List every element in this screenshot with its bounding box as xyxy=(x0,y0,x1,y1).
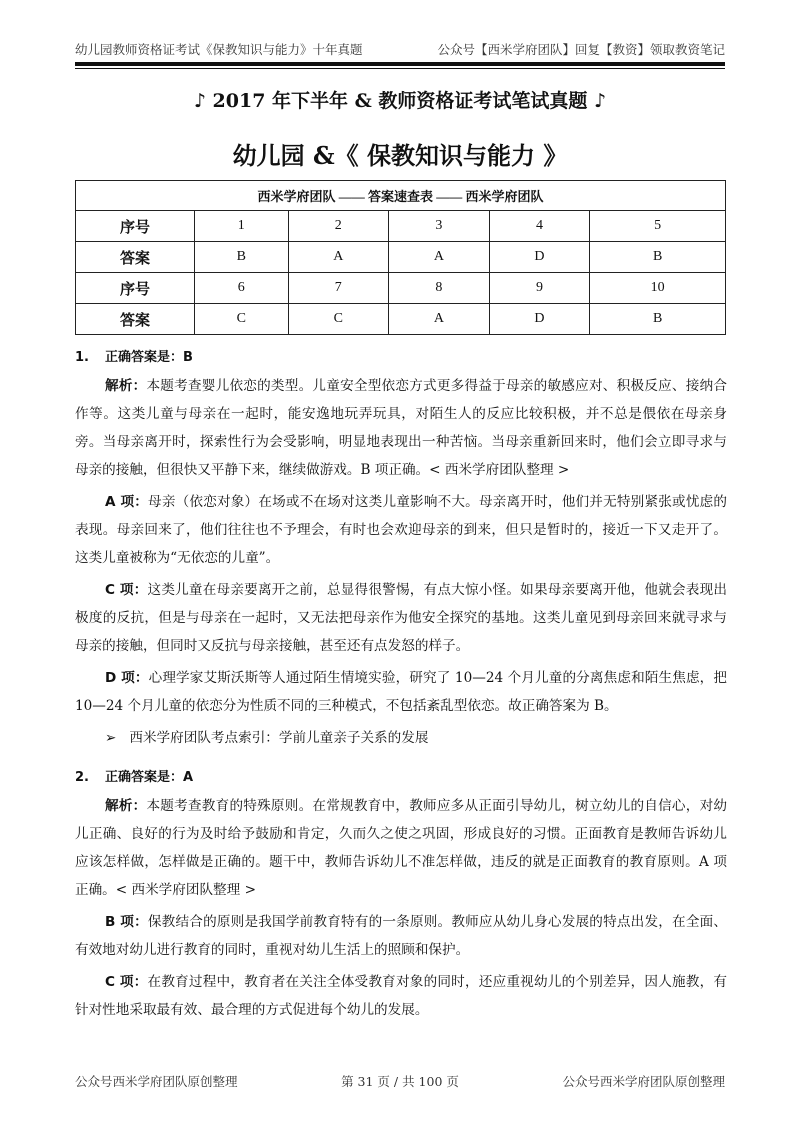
table-cell: D xyxy=(489,242,590,273)
option-paragraph xyxy=(75,664,727,720)
footer-right: 公众号西米学府团队原创整理 xyxy=(562,1074,725,1089)
option-paragraph xyxy=(75,488,727,572)
page-header xyxy=(75,40,725,58)
question-1-answer xyxy=(75,344,727,372)
option-text: 母亲（依恋对象）在场或不在场对这类儿童影响不大。母亲离开时，他们并无特别紧张或忧虑的表现。母亲回来了，他们往往也不予理会，有时也会欢迎母亲的到来，但只是暂时的，接近一下又走开了。这类儿童被称为“无依恋的儿童”。 xyxy=(75,494,727,566)
option-label: A 项： xyxy=(105,494,149,510)
answer-table-caption: 西米学府团队 —— 答案速查表 —— 西米学府团队 xyxy=(76,181,726,211)
option-text: 心理学家艾斯沃斯等人通过陌生情境实验，研究了 10—24 个月儿童的分离焦虑和陌生焦虑，把 10—24 个月儿童的依恋分为性质不同的三种模式，不包括紊乱型依恋。故正确答案为 B。 xyxy=(75,670,727,714)
table-row xyxy=(76,304,726,335)
row-label: 答案 xyxy=(76,304,195,335)
row-label: 答案 xyxy=(76,242,195,273)
table-row xyxy=(76,273,726,304)
knowledge-index xyxy=(75,724,727,752)
analysis-label: 解析： xyxy=(105,378,147,394)
answer-explanations xyxy=(75,344,727,1028)
table-cell: D xyxy=(489,304,590,335)
option-label: C 项： xyxy=(105,974,148,990)
row-label: 序号 xyxy=(76,273,195,304)
option-text: 保教结合的原则是我国学前教育特有的一条原则。教师应从幼儿身心发展的特点出发，在全面、有效地对幼儿进行教育的同时，重视对幼儿生活上的照顾和保护。 xyxy=(75,914,728,958)
table-cell: B xyxy=(195,242,289,273)
question-2-answer xyxy=(75,764,727,792)
option-label: B 项： xyxy=(105,914,148,930)
row-label: 序号 xyxy=(76,211,195,242)
header-left: 幼儿园教师资格证考试《保教知识与能力》十年真题 xyxy=(75,42,363,57)
table-cell: 7 xyxy=(288,273,389,304)
analysis-paragraph xyxy=(75,792,727,904)
table-cell: 5 xyxy=(590,211,726,242)
header-rule-thin xyxy=(75,68,725,69)
table-cell: 4 xyxy=(489,211,590,242)
page-number: 第 31 页 / 共 100 页 xyxy=(341,1074,459,1089)
table-cell: B xyxy=(590,242,726,273)
answer-text: 正确答案是：B xyxy=(105,350,193,365)
table-cell: B xyxy=(590,304,726,335)
table-cell: 9 xyxy=(489,273,590,304)
option-text: 这类儿童在母亲要离开之前，总显得很警惕，有点大惊小怪。如果母亲要离开他，他就会表现出极度的反抗，但是与母亲在一起时，又无法把母亲作为他安全探究的基地。这类儿童见到母亲回来就寻求与母亲的接触，但同时又反抗与母亲接触，甚至还有点发怒的样子。 xyxy=(75,582,727,654)
analysis-text: 本题考查教育的特殊原则。在常规教育中，教师应多从正面引导幼儿，树立幼儿的自信心，对幼儿正确、良好的行为及时给予鼓励和肯定，久而久之使之巩固，形成良好的习惯。正面教育是教师告诉幼儿应该怎样做，怎样做是正确的。题干中，教师告诉幼儿不准怎样做，违反的就是正面教育的教育原则。A 项正确。< 西米学府团队整理 > xyxy=(75,798,727,898)
answer-table xyxy=(75,180,726,335)
table-row xyxy=(76,242,726,273)
option-paragraph xyxy=(75,908,727,964)
table-cell: A xyxy=(288,242,389,273)
table-cell: 3 xyxy=(389,211,490,242)
arrow-bullet-icon: ➢ xyxy=(105,730,130,746)
table-cell: A xyxy=(389,242,490,273)
table-cell: 6 xyxy=(195,273,289,304)
table-cell: 2 xyxy=(288,211,389,242)
page-footer xyxy=(75,1072,725,1090)
option-label: C 项： xyxy=(105,582,148,598)
table-cell: 8 xyxy=(389,273,490,304)
question-number: 2. xyxy=(75,770,89,785)
header-rule-thick xyxy=(75,62,725,66)
option-paragraph xyxy=(75,968,727,1024)
option-text: 在教育过程中，教育者在关注全体受教育对象的同时，还应重视幼儿的个别差异，因人施教，有针对性地采取最有效、最合理的方式促进每个幼儿的发展。 xyxy=(75,974,727,1018)
table-cell: 1 xyxy=(195,211,289,242)
page-subtitle: 幼儿园 &《 保教知识与能力 》 xyxy=(232,141,568,170)
table-cell: 10 xyxy=(590,273,726,304)
table-cell: C xyxy=(195,304,289,335)
table-cell: C xyxy=(288,304,389,335)
header-right: 公众号【西米学府团队】回复【教资】领取教资笔记 xyxy=(437,42,725,57)
table-cell: A xyxy=(389,304,490,335)
analysis-paragraph xyxy=(75,372,727,484)
question-number: 1. xyxy=(75,350,89,365)
analysis-label: 解析： xyxy=(105,798,147,814)
option-label: D 项： xyxy=(105,670,149,686)
option-paragraph xyxy=(75,576,727,660)
table-row xyxy=(76,211,726,242)
footer-left: 公众号西米学府团队原创整理 xyxy=(75,1074,238,1089)
analysis-text: 本题考查婴儿依恋的类型。儿童安全型依恋方式更多得益于母亲的敏感应对、积极反应、接纳合作等。这类儿童与母亲在一起时，能安逸地玩弄玩具，对陌生人的反应比较积极，并不总是偎依在母亲身旁。当母亲离开时，探索性行为会受影响，明显地表现出一种苦恼。当母亲重新回来时，他们会立即寻求与母亲的接触，但很快又平静下来，继续做游戏。B 项正确。< 西米学府团队整理 > xyxy=(75,378,727,478)
page-title: ♪ 2017 年下半年 & 教师资格证考试笔试真题 ♪ xyxy=(193,90,607,112)
answer-text: 正确答案是：A xyxy=(105,770,194,785)
index-text: 西米学府团队考点索引：学前儿童亲子关系的发展 xyxy=(129,730,429,746)
